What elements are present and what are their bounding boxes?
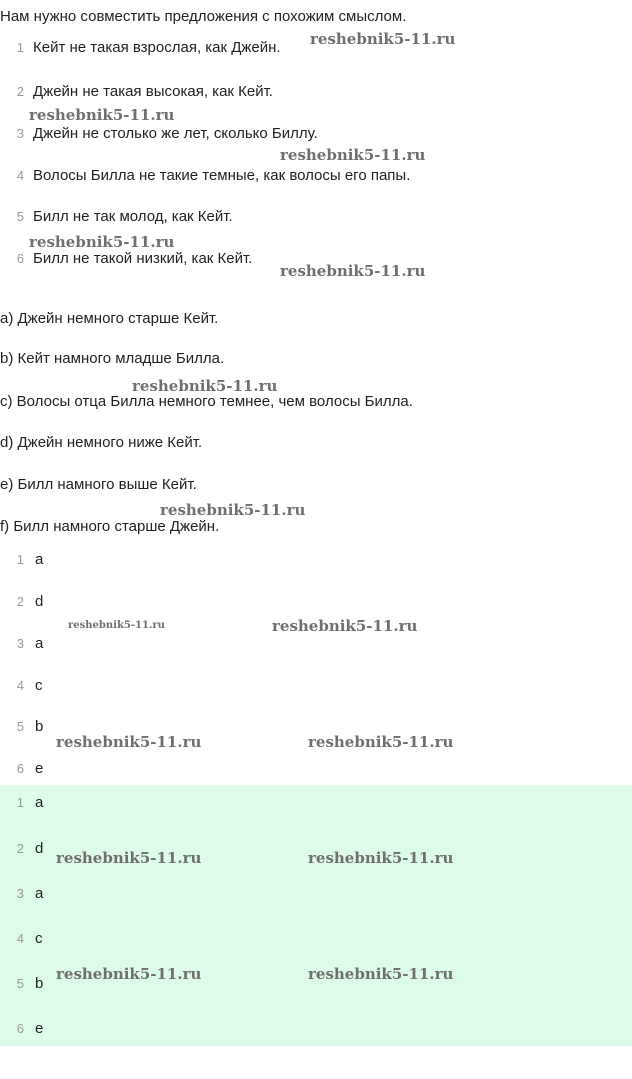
sentence-text: Билл не так молод, как Кейт. — [33, 208, 233, 225]
watermark: reshebnik5-11.ru — [29, 106, 175, 124]
sentence-text: Волосы Билла не такие темные, как волосы его папы. — [33, 167, 411, 184]
watermark: reshebnik5-11.ru — [56, 733, 202, 751]
sentence-text: Джейн не такая высокая, как Кейт. — [33, 83, 273, 100]
watermark: reshebnik5-11.ru — [272, 617, 418, 635]
watermark: reshebnik5-11.ru — [308, 849, 454, 867]
highlighted-answer-number: 3 — [16, 886, 24, 901]
watermark: reshebnik5-11.ru — [308, 733, 454, 751]
highlighted-answer-number: 1 — [16, 795, 24, 810]
watermark: reshebnik5-11.ru — [132, 377, 278, 395]
answer-number: 3 — [16, 636, 24, 651]
answer-number: 2 — [16, 594, 24, 609]
sentence-number: 3 — [16, 126, 24, 141]
sentence-number: 1 — [16, 40, 24, 55]
option-text: e) Билл намного выше Кейт. — [0, 476, 197, 493]
option-text: d) Джейн немного ниже Кейт. — [0, 434, 203, 451]
highlighted-answer-letter: e — [35, 1020, 44, 1037]
option-text: b) Кейт намного младше Билла. — [0, 350, 225, 367]
watermark: reshebnik5-11.ru — [308, 965, 454, 983]
option-text: f) Билл намного старше Джейн. — [0, 518, 220, 535]
answer-letter: a — [35, 551, 44, 568]
answer-number: 6 — [16, 761, 24, 776]
answer-number: 4 — [16, 678, 24, 693]
highlighted-answer-letter: a — [35, 794, 44, 811]
highlighted-answer-letter: a — [35, 885, 44, 902]
option-text: a) Джейн немного старше Кейт. — [0, 310, 219, 327]
sentence-text: Джейн не столько же лет, сколько Биллу. — [33, 125, 318, 142]
highlighted-answers-block — [0, 785, 632, 1046]
highlighted-answer-number: 5 — [16, 976, 24, 991]
watermark: reshebnik5-11.ru — [310, 30, 456, 48]
instruction-text: Нам нужно совместить предложения с похожим смыслом. — [0, 8, 407, 25]
answer-number: 1 — [16, 552, 24, 567]
sentence-number: 4 — [16, 168, 24, 183]
sentence-number: 6 — [16, 251, 24, 266]
answer-letter: c — [35, 677, 43, 694]
sentence-number: 5 — [16, 209, 24, 224]
answer-letter: d — [35, 593, 44, 610]
answer-letter: a — [35, 635, 44, 652]
answer-number: 5 — [16, 719, 24, 734]
highlighted-answer-letter: d — [35, 840, 44, 857]
sentence-text: Кейт не такая взрослая, как Джейн. — [33, 39, 281, 56]
option-text: c) Волосы отца Билла немного темнее, чем волосы Билла. — [0, 393, 413, 410]
watermark: reshebnik5-11.ru — [160, 501, 306, 519]
watermark: reshebnik5-11.ru — [280, 262, 426, 280]
highlighted-answer-number: 6 — [16, 1021, 24, 1036]
answer-letter: e — [35, 760, 44, 777]
highlighted-answer-number: 2 — [16, 841, 24, 856]
watermark: reshebnik5-11.ru — [56, 849, 202, 867]
highlighted-answer-letter: c — [35, 930, 43, 947]
watermark: reshebnik5-11.ru — [29, 233, 175, 251]
watermark: reshebnik5-11.ru — [68, 620, 165, 631]
highlighted-answer-letter: b — [35, 975, 44, 992]
watermark: reshebnik5-11.ru — [280, 146, 426, 164]
sentence-number: 2 — [16, 84, 24, 99]
highlighted-answer-number: 4 — [16, 931, 24, 946]
sentence-text: Билл не такой низкий, как Кейт. — [33, 250, 253, 267]
answer-letter: b — [35, 718, 44, 735]
watermark: reshebnik5-11.ru — [56, 965, 202, 983]
